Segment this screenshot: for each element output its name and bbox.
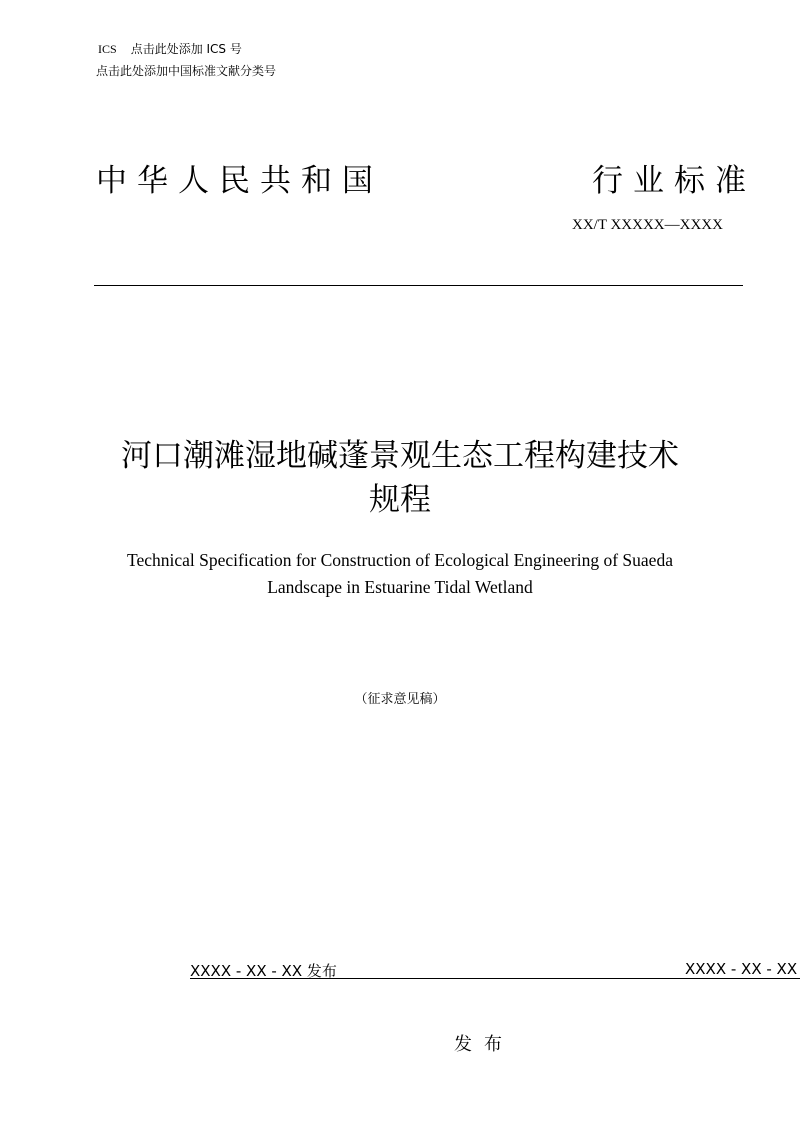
title-chinese [0,434,800,522]
ccs-placeholder[interactable]: 点击此处添加中国标准文献分类号 [96,64,277,78]
header-divider [94,285,743,286]
footer-divider [190,978,800,979]
title-english-line-1: Technical Specification for Construction of Ecological Engineering of Suaeda [127,550,673,570]
ics-placeholder[interactable]: 点击此处添加 ICS 号 [130,42,242,56]
country-name: 中华人民共和国 [96,163,383,199]
title-english [0,547,800,601]
ics-label: ICS [98,42,117,56]
title-chinese-line-2: 规程 [369,482,431,518]
standard-number: XX/T XXXXX—XXXX [572,217,723,233]
implementation-date: XXXX - XX - XX [685,960,798,978]
title-english-line-2: Landscape in Estuarine Tidal Wetland [267,577,533,597]
standard-type: 行业标准 [592,163,756,199]
ics-line [98,40,242,57]
issue-date: XXXX - XX - XX 发布 [190,962,337,980]
issuer: 发布 [454,1034,514,1055]
title-chinese-line-1: 河口潮滩湿地碱蓬景观生态工程构建技术 [121,438,679,474]
draft-status: （征求意见稿） [354,692,446,707]
